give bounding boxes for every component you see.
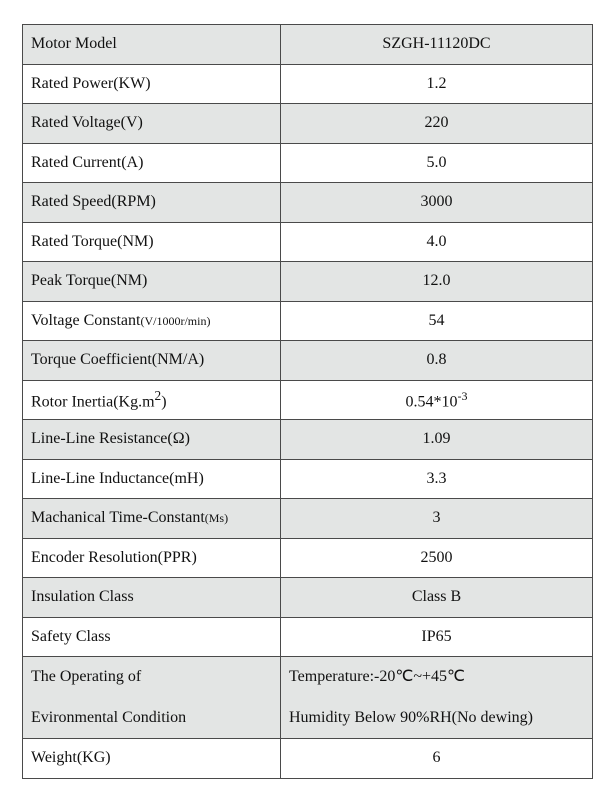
table-row [23, 380, 593, 420]
spec-label: Peak Torque(NM) [23, 262, 281, 302]
spec-value: 5.0 [281, 143, 593, 183]
spec-label: Rated Speed(RPM) [23, 183, 281, 223]
spec-label: Voltage Constant [31, 311, 141, 329]
table-row [23, 617, 593, 657]
spec-value-line: Temperature:-20℃~+45℃ [289, 668, 465, 685]
table-row [23, 143, 593, 183]
spec-value: 220 [281, 104, 593, 144]
spec-value: IP65 [281, 617, 593, 657]
spec-value: 3.3 [281, 459, 593, 499]
table-row [23, 499, 593, 539]
spec-value: 1.09 [281, 420, 593, 460]
spec-label-cell [23, 380, 281, 420]
table-row [23, 538, 593, 578]
spec-label: Line-Line Inductance(mH) [23, 459, 281, 499]
table-row [23, 739, 593, 779]
spec-label-line: Evironmental Condition [31, 708, 187, 726]
spec-value: 3 [281, 499, 593, 539]
spec-label: Insulation Class [23, 578, 281, 618]
spec-label-unit: (Ms) [204, 511, 229, 526]
spec-label: Motor Model [23, 25, 281, 65]
spec-value-cell [281, 657, 593, 739]
table-row [23, 578, 593, 618]
spec-value: 0.54*10 [405, 392, 458, 410]
spec-label: Rated Voltage(V) [23, 104, 281, 144]
spec-label-superscript: 2 [154, 388, 162, 404]
spec-value: 2500 [281, 538, 593, 578]
spec-label: Safety Class [23, 617, 281, 657]
spec-value-cell [281, 380, 593, 420]
spec-label: Line-Line Resistance(Ω) [23, 420, 281, 460]
spec-value: 4.0 [281, 222, 593, 262]
spec-label: Machanical Time-Constant [31, 509, 205, 527]
spec-value: 3000 [281, 183, 593, 223]
spec-label: Weight(KG) [23, 739, 281, 779]
spec-label-cell [23, 657, 281, 739]
spec-label: Rated Power(KW) [23, 64, 281, 104]
spec-value: 12.0 [281, 262, 593, 302]
table-row [23, 222, 593, 262]
table-row [23, 64, 593, 104]
table-row [23, 657, 593, 739]
spec-value: Class B [281, 578, 593, 618]
spec-label: Rated Torque(NM) [23, 222, 281, 262]
table-row [23, 25, 593, 65]
spec-value: SZGH-11120DC [281, 25, 593, 65]
spec-label: Torque Coefficient(NM/A) [23, 341, 281, 381]
spec-value-line: Humidity Below 90%RH(No dewing) [289, 708, 533, 726]
spec-value: 54 [281, 301, 593, 341]
spec-value-exponent: -3 [457, 388, 468, 403]
spec-label-cell [23, 301, 281, 341]
spec-value: 0.8 [281, 341, 593, 381]
spec-label: Rotor Inertia(Kg.m [31, 393, 155, 411]
spec-label-unit: (V/1000r/min) [140, 313, 211, 328]
table-row [23, 183, 593, 223]
table-row [23, 104, 593, 144]
spec-value: 6 [281, 739, 593, 779]
spec-label: Rated Current(A) [23, 143, 281, 183]
table-row [23, 301, 593, 341]
spec-value: 1.2 [281, 64, 593, 104]
table-row [23, 341, 593, 381]
spec-label: Encoder Resolution(PPR) [23, 538, 281, 578]
table-row [23, 459, 593, 499]
table-row [23, 262, 593, 302]
motor-spec-table [22, 24, 593, 779]
table-row [23, 420, 593, 460]
spec-label-line: The Operating of [31, 668, 142, 685]
spec-label-end: ) [161, 393, 167, 411]
spec-label-cell [23, 499, 281, 539]
